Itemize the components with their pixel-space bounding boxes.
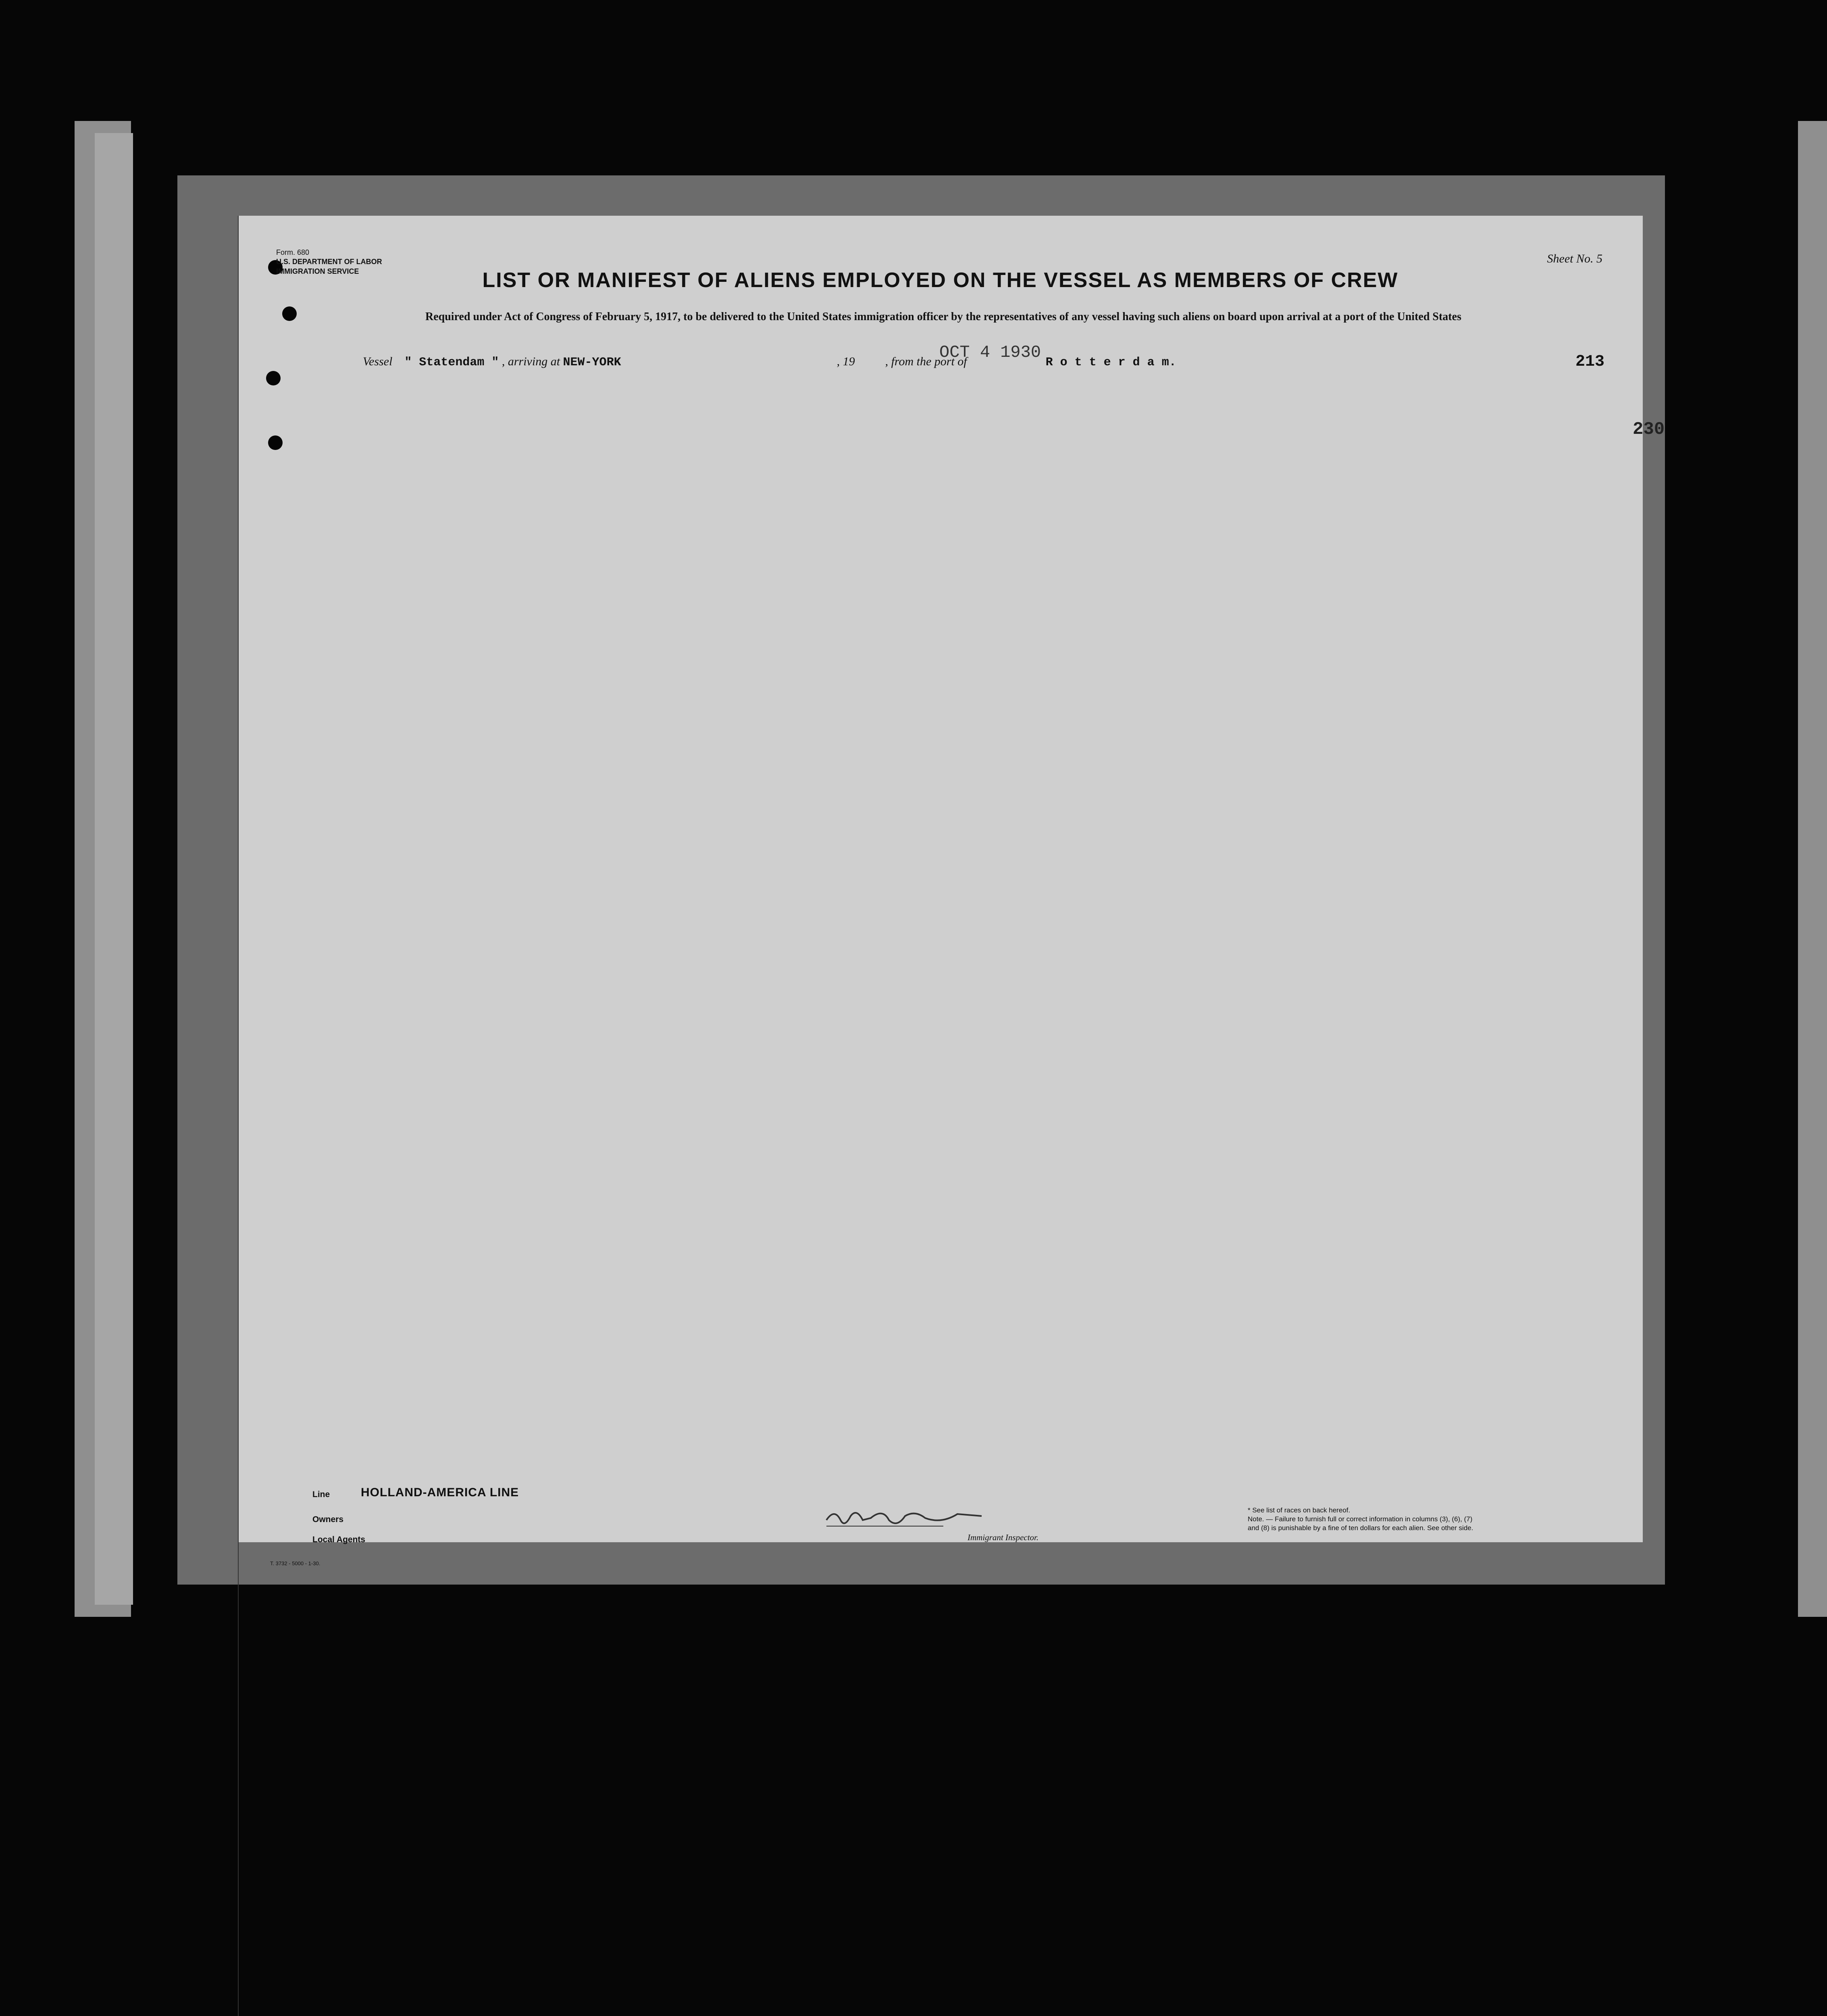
manifest-title: LIST OR MANIFEST OF ALIENS EMPLOYED ON THE VESSEL AS MEMBERS OF CREW [482,269,1398,292]
service: IMMIGRATION SERVICE [276,267,359,275]
department: U.S. DEPARTMENT OF LABOR [276,258,382,266]
from-label: , from the port of [885,355,967,368]
failure-note: Note. — Failure to furnish full or correct information in columns (3), (6), (7) and (8) is punishable by a fine of ten dollars for each alien. See other side. [1248,1515,1473,1532]
column-rule [238,216,239,1337]
sheet-value: 5 [1596,252,1602,265]
form-code: T. 3732 - 5000 - 1-30. [270,1560,320,1566]
right-page-edge [1798,121,1827,1617]
vessel-label: Vessel [363,355,393,368]
manifest-page [238,216,1665,1566]
date-stamp: OCT 4 1930 [939,343,1041,362]
inspector-label: Immigrant Inspector. [968,1533,1039,1542]
manifest-subtitle: Required under Act of Congress of February 5, 1917, to be delivered to the United States immigration officer by the representatives of any vessel having such aliens on board upon arrival at a port of the United States [425,310,1461,323]
owners-label: Owners [312,1515,344,1524]
sheet-label: Sheet No. [1547,252,1594,265]
form-id: Form. 680 [276,248,310,256]
manifest-grid [238,216,1643,1542]
races-footnote: * See list of races on back hereof. [1248,1506,1350,1514]
inspector-signature [822,1504,996,1532]
page-number: 213 [1575,353,1604,371]
local-agents-label: Local Agents [312,1535,366,1544]
column-rule [238,1337,239,2016]
left-page-edge-inner [95,133,133,1605]
vessel-name: " Statendam " [404,356,499,369]
arriving-label: , arriving at [501,355,560,368]
departure-port: R o t t e r d a m. [1045,356,1176,369]
side-number: 230 [1633,419,1665,439]
line-label: Line [312,1490,330,1499]
year-label: , 19 [837,355,855,368]
arrival-port: NEW-YORK [563,356,621,369]
line-value: HOLLAND-AMERICA LINE [361,1486,519,1499]
